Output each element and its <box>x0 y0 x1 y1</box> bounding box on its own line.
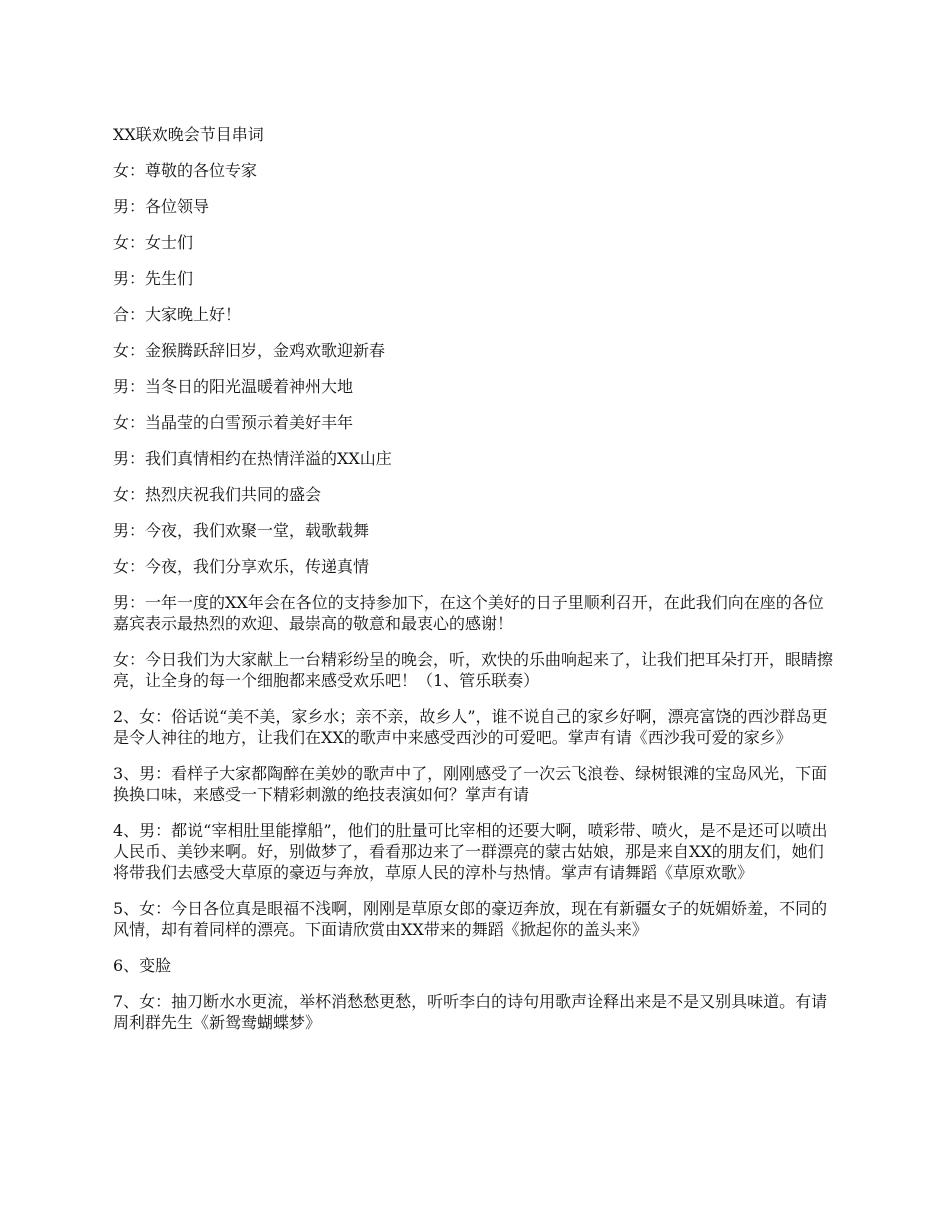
paragraph: 女：尊敬的各位专家 <box>113 161 258 180</box>
paragraph: 女：当晶莹的白雪预示着美好丰年 <box>113 413 354 432</box>
paragraph: 男：一年一度的XX年会在各位的支持参加下，在这个美好的日子里顺利召开，在此我们向在座的各位嘉宾表示最热烈的欢迎、最崇高的敬意和最衷心的感谢！ <box>113 593 824 633</box>
paragraph: 女：今日我们为大家献上一台精彩纷呈的晚会，听，欢快的乐曲响起来了，让我们把耳朵打开，眼睛擦亮，让全身的每一个细胞都来感受欢乐吧！（1、管乐联奏） <box>113 650 834 690</box>
paragraph: 6、变脸 <box>113 956 172 975</box>
paragraph: 男：各位领导 <box>113 197 210 216</box>
paragraph: 3、男：看样子大家都陶醉在美妙的歌声中了，刚刚感受了一次云飞浪卷、绿树银滩的宝岛风光，下面换换口味，来感受一下精彩刺激的绝技表演如何？掌声有请 <box>113 764 828 804</box>
paragraph: 男：今夜，我们欢聚一堂，载歌载舞 <box>113 521 370 540</box>
paragraph: 女：金猴腾跃辞旧岁，金鸡欢歌迎新春 <box>113 341 386 360</box>
paragraph: 4、男：都说“宰相肚里能撑船”，他们的肚量可比宰相的还要大啊，喷彩带、喷火，是不是还可以喷出人民币、美钞来啊。好，别做梦了，看看那边来了一群漂亮的蒙古姑娘，那是来自XX的朋友们，她们将带我们去感受大草原的豪迈与奔放，草原人民的淳朴与热情。掌声有请舞蹈《草原欢歌》 <box>113 821 828 882</box>
paragraph: 女：热烈庆祝我们共同的盛会 <box>113 485 322 504</box>
paragraph: 合：大家晚上好！ <box>113 305 242 324</box>
paragraph: 2、女：俗话说“美不美，家乡水；亲不亲，故乡人”，谁不说自己的家乡好啊，漂亮富饶的西沙群岛更是令人神往的地方，让我们在XX的歌声中来感受西沙的可爱吧。掌声有请《西沙我可爱的家乡》 <box>113 707 828 747</box>
paragraph: 女：今夜，我们分享欢乐，传递真情 <box>113 557 370 576</box>
document-body <box>113 124 838 1048</box>
paragraph: 5、女：今日各位真是眼福不浅啊，刚刚是草原女郎的豪迈奔放，现在有新疆女子的妩媚娇羞，不同的风情，却有着同样的漂亮。下面请欣赏由XX带来的舞蹈《掀起你的盖头来》 <box>113 899 828 939</box>
paragraph: 7、女：抽刀断水水更流，举杯消愁愁更愁，听听李白的诗句用歌声诠释出来是不是又别具味道。有请周利群先生《新鸳鸯蝴蝶梦》 <box>113 992 828 1032</box>
document-title: XX联欢晚会节目串词 <box>113 125 264 144</box>
paragraph: 女：女士们 <box>113 233 194 252</box>
paragraph: 男：先生们 <box>113 269 194 288</box>
paragraph: 男：我们真情相约在热情洋溢的XX山庄 <box>113 449 392 468</box>
paragraph: 男：当冬日的阳光温暖着神州大地 <box>113 377 354 396</box>
